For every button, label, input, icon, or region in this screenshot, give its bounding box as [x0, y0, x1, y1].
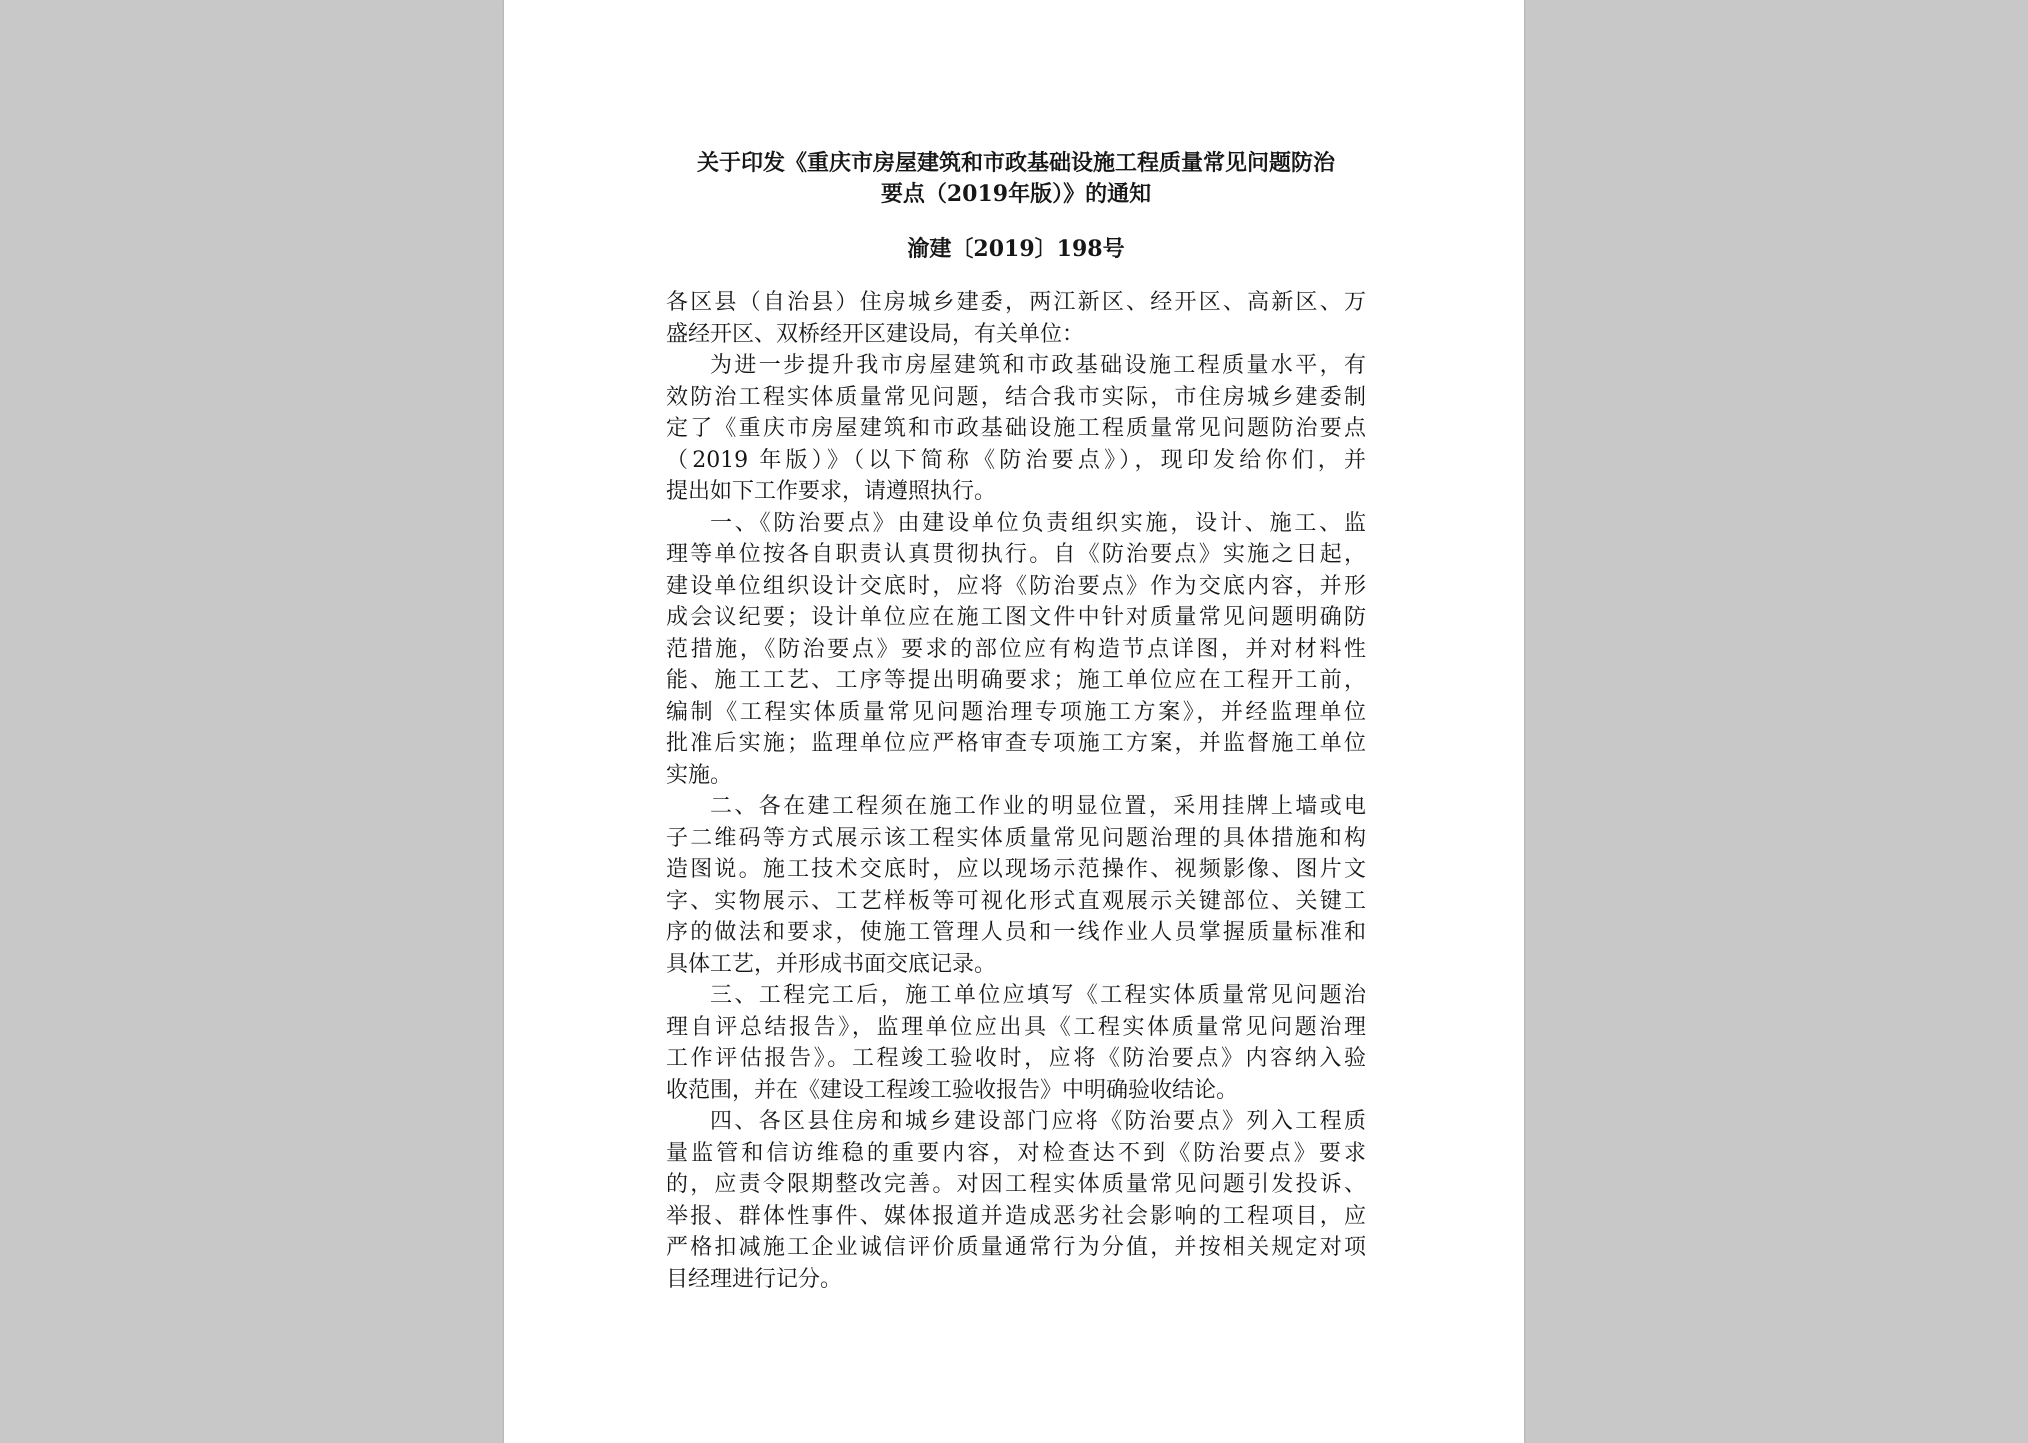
paragraph-line: 建设单位组织设计交底时，应将《防治要点》作为交底内容，并形 — [666, 573, 1366, 599]
paragraph-line: 理自评总结报告》，监理单位应出具《工程实体质量常见问题治理 — [666, 1014, 1366, 1040]
paragraph-line: 造图说。施工技术交底时，应以现场示范操作、视频影像、图片文 — [666, 857, 1366, 882]
paragraph-item-1 — [666, 508, 1366, 792]
paragraph-line: 目经理进行记分。 — [666, 1266, 843, 1292]
paragraph-line: 收范围，并在《建设工程竣工验收报告》中明确验收结论。 — [666, 1077, 1239, 1103]
paragraph-line: 举报、群体性事件、媒体报道并造成恶劣社会影响的工程项目，应 — [666, 1203, 1366, 1229]
paragraph-line: 成会议纪要；设计单位应在施工图文件中针对质量常见问题明确防 — [666, 605, 1366, 630]
paragraph-line: 定了《重庆市房屋建筑和市政基础设施工程质量常见问题防治要点 — [666, 416, 1366, 441]
paragraph-line: 理等单位按各自职责认真贯彻执行。自《防治要点》实施之日起， — [666, 542, 1366, 567]
paragraph-line: 编制《工程实体质量常见问题治理专项施工方案》，并经监理单位 — [666, 699, 1366, 725]
paragraph-line: 工作评估报告》。工程竣工验收时，应将《防治要点》内容纳入验 — [666, 1046, 1366, 1071]
paragraph-line: 一、《防治要点》由建设单位负责组织实施，设计、施工、监 — [710, 510, 1366, 536]
salutation — [666, 287, 1366, 350]
document-content — [666, 148, 1366, 1295]
paragraph-line: 效防治工程实体质量常见问题，结合我市实际，市住房城乡建委制 — [666, 384, 1366, 410]
paragraph-line: 能、施工工艺、工序等提出明确要求；施工单位应在工程开工前， — [666, 668, 1366, 693]
paragraph-line: 范措施，《防治要点》要求的部位应有构造节点详图，并对材料性 — [666, 636, 1366, 662]
paragraph-line: 的，应责令限期整改完善。对因工程实体质量常见问题引发投诉、 — [666, 1172, 1366, 1197]
salutation-line: 各区县（自治县）住房城乡建委，两江新区、经开区、高新区、万 — [666, 290, 1366, 315]
title-line: 要点（2019年版）》的通知 — [880, 181, 1152, 207]
paragraph-line: 三、工程完工后，施工单位应填写《工程实体质量常见问题治 — [710, 983, 1366, 1008]
document-number: 渝建〔2019〕198号 — [907, 236, 1125, 262]
title-line: 关于印发《重庆市房屋建筑和市政基础设施工程质量常见问题防治 — [696, 150, 1335, 176]
paragraph-line: 为进一步提升我市房屋建筑和市政基础设施工程质量水平，有 — [710, 353, 1366, 378]
paragraph-line: 字、实物展示、工艺样板等可视化形式直观展示关键部位、关键工 — [666, 888, 1366, 914]
paragraph-line: 四、各区县住房和城乡建设部门应将《防治要点》列入工程质 — [710, 1109, 1366, 1134]
document-title — [666, 148, 1366, 210]
paragraph-line: 子二维码等方式展示该工程实体质量常见问题治理的具体措施和构 — [666, 825, 1366, 851]
paragraph-line: 量监管和信访维稳的重要内容，对检查达不到《防治要点》要求 — [666, 1140, 1366, 1166]
paragraph-item-4 — [666, 1106, 1366, 1295]
paragraph-line: 实施。 — [666, 762, 733, 788]
paragraph-item-3 — [666, 980, 1366, 1106]
salutation-line: 盛经开区、双桥经开区建设局，有关单位： — [666, 321, 1085, 347]
paragraph-line: 具体工艺，并形成书面交底记录。 — [666, 951, 997, 977]
paragraph-line: 批准后实施；监理单位应严格审查专项施工方案，并监督施工单位 — [666, 731, 1366, 756]
paragraph-intro — [666, 350, 1366, 508]
paragraph-line: （2019 年版）》（以下简称《防治要点》），现印发给你们，并 — [666, 447, 1366, 473]
paragraph-item-2 — [666, 791, 1366, 980]
paragraph-line: 提出如下工作要求，请遵照执行。 — [666, 479, 997, 504]
paragraph-line: 严格扣减施工企业诚信评价质量通常行为分值，并按相关规定对项 — [666, 1235, 1366, 1260]
document-page — [504, 0, 1524, 1443]
paragraph-line: 序的做法和要求，使施工管理人员和一线作业人员掌握质量标准和 — [666, 920, 1366, 945]
paragraph-line: 二、各在建工程须在施工作业的明显位置，采用挂牌上墙或电 — [710, 794, 1366, 819]
